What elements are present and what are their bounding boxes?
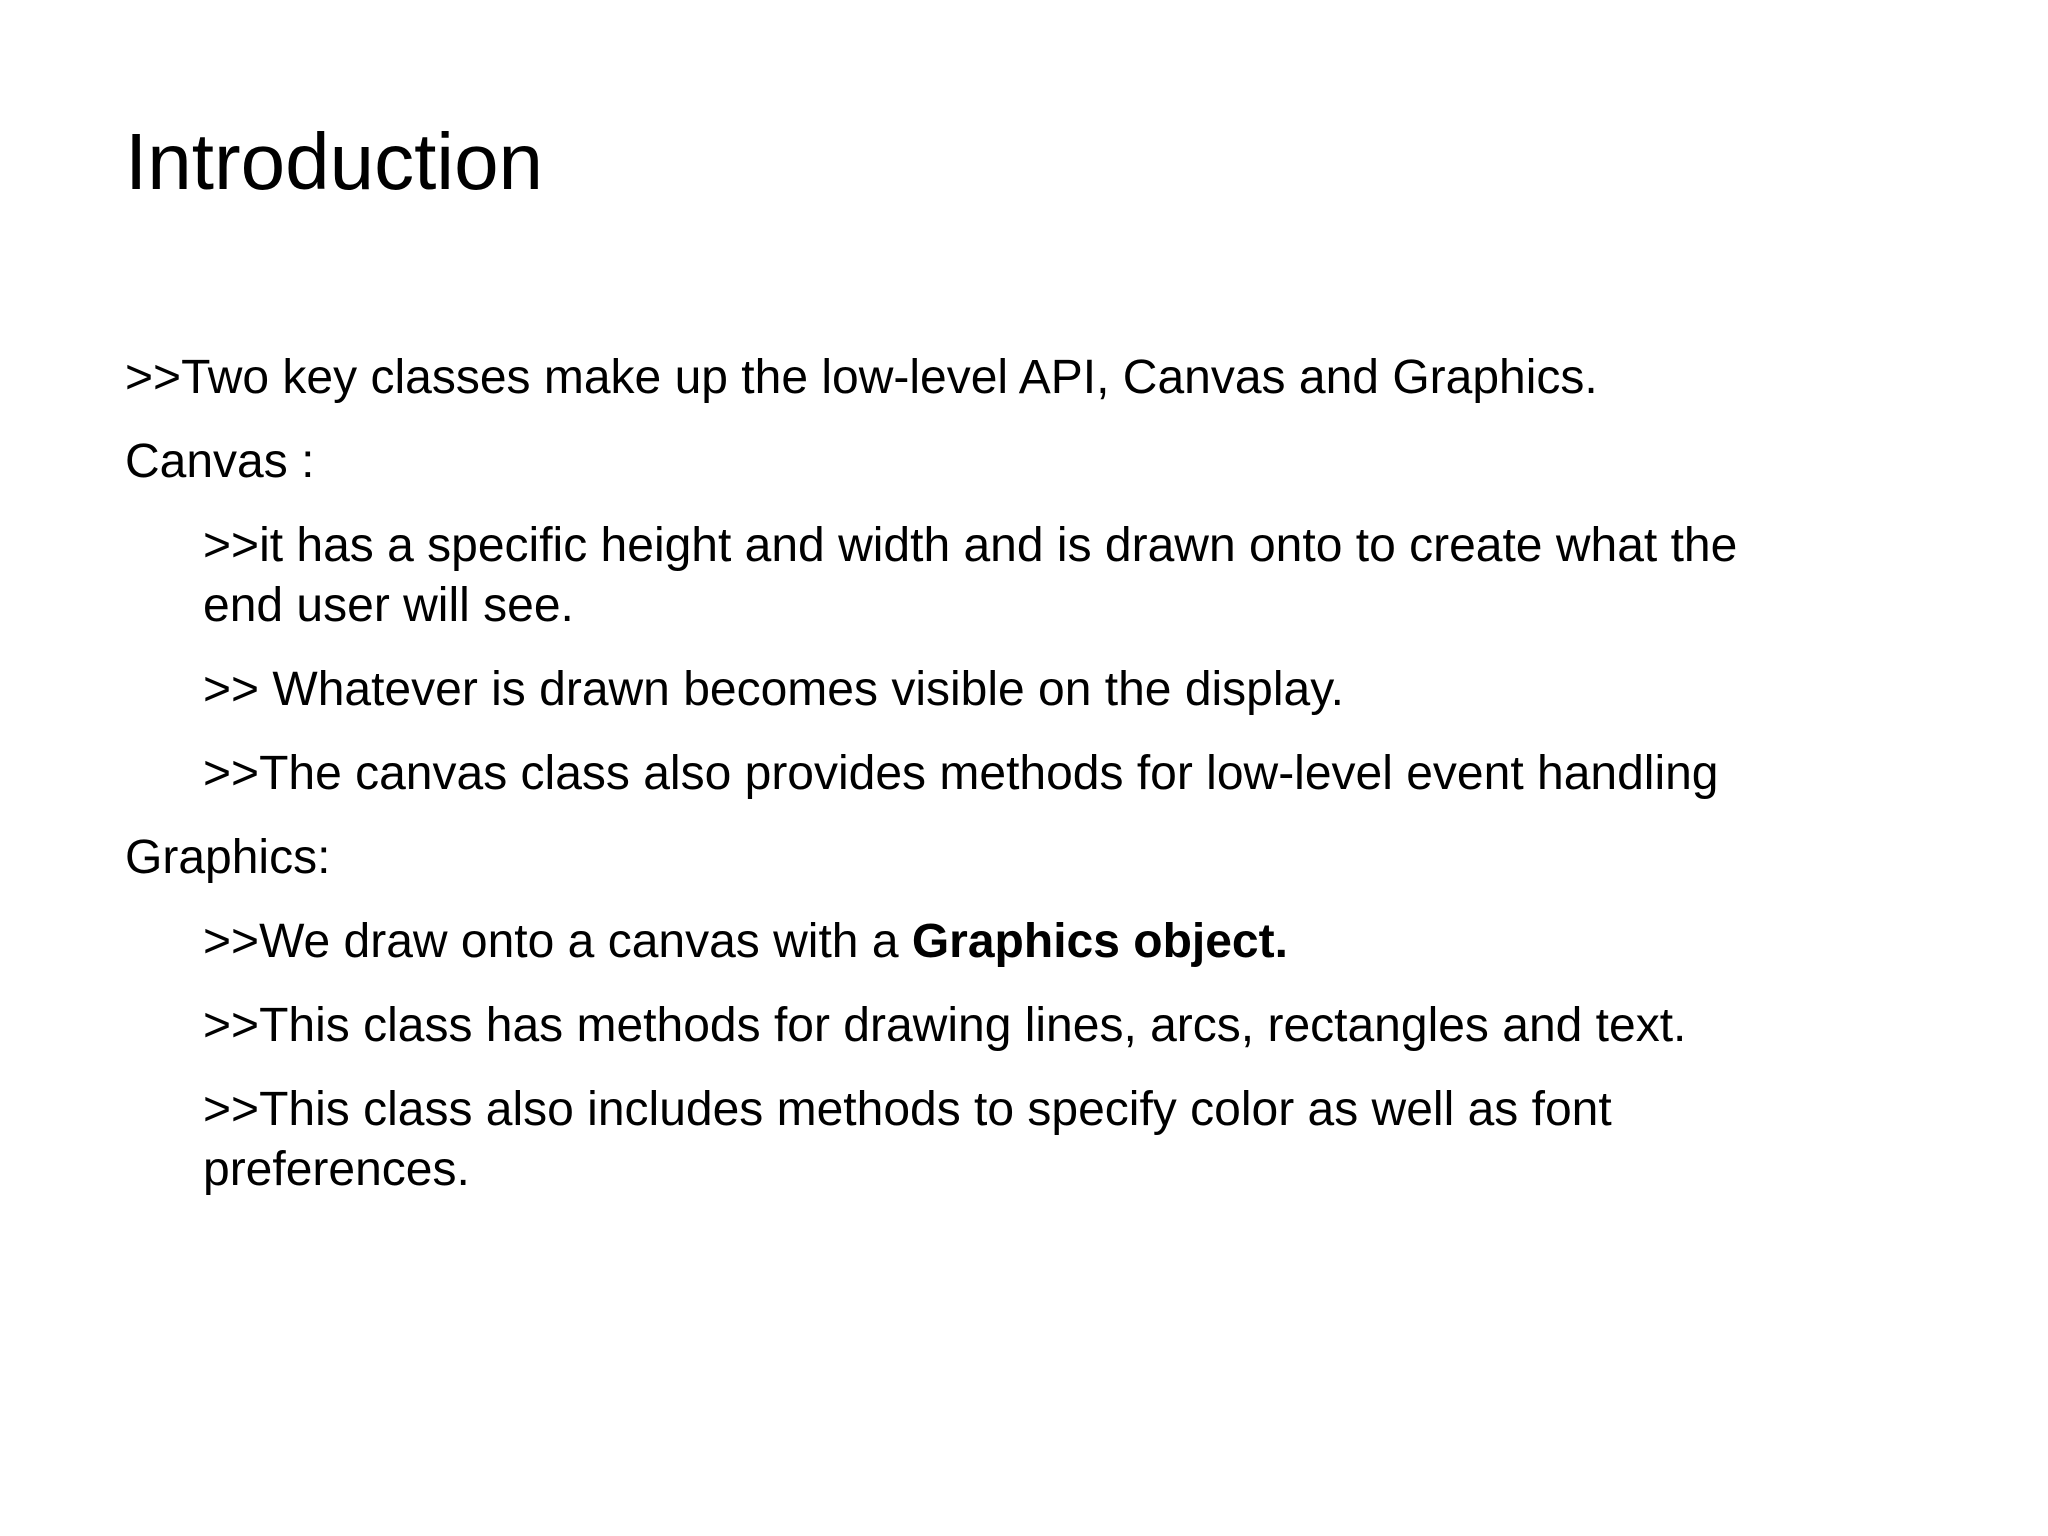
graphics-point-3-line-2: preferences. xyxy=(203,1143,470,1196)
intro-line: >>Two key classes make up the low-level API, Canvas and Graphics. xyxy=(125,351,1598,404)
canvas-point-1-line-1: >>it has a specific height and width and is drawn onto to create what the xyxy=(203,519,1738,572)
graphics-point-1-text: >>We draw onto a canvas with a xyxy=(203,915,912,968)
graphics-point-3-line-1: >>This class also includes methods to specify color as well as font xyxy=(203,1083,1612,1136)
canvas-point-3: >>The canvas class also provides methods for low-level event handling xyxy=(203,747,1719,800)
canvas-heading: Canvas : xyxy=(125,435,315,488)
graphics-point-1-bold: Graphics object. xyxy=(911,915,1288,968)
canvas-point-1 xyxy=(203,513,1965,639)
graphics-heading: Graphics: xyxy=(125,831,331,884)
graphics-point-1 xyxy=(203,909,1965,975)
graphics-point-2: >>This class has methods for drawing lines, arcs, rectangles and text. xyxy=(203,999,1687,1052)
canvas-point-2: >> Whatever is drawn becomes visible on the display. xyxy=(203,663,1345,716)
slide-body xyxy=(125,345,1965,1203)
slide-title: Introduction xyxy=(125,117,544,206)
canvas-point-1-line-2: end user will see. xyxy=(203,579,574,632)
graphics-point-3 xyxy=(203,1077,1965,1203)
